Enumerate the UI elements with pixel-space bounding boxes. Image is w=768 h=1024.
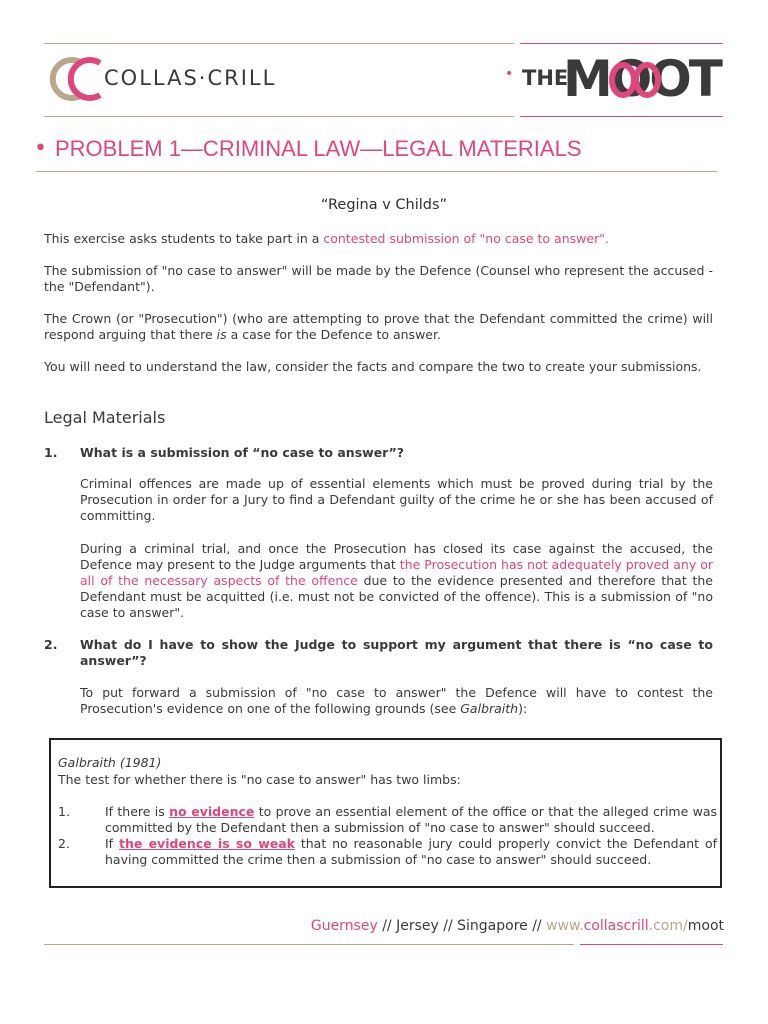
title-bullet: • xyxy=(34,136,47,161)
footer-rule-right xyxy=(580,944,723,945)
header-top-rule-left xyxy=(44,43,514,44)
limb-2-number: 2. xyxy=(58,836,70,851)
item-1-number: 1. xyxy=(44,445,58,460)
title-rule xyxy=(36,171,717,172)
moot-logo-word: MOOT xyxy=(563,50,720,108)
moot-bullet-dot: • xyxy=(505,66,514,82)
intro-p3-emphasis: is xyxy=(216,327,227,342)
limb-2-text xyxy=(105,836,717,868)
galbraith-box xyxy=(49,738,722,888)
intro-p3-tail: a case for the Defence to answer. xyxy=(226,327,441,342)
footer-url-moot[interactable]: moot xyxy=(687,918,724,934)
intro-p1-highlight: contested submission of "no case to answer". xyxy=(323,231,609,246)
footer-url-com[interactable]: .com/ xyxy=(648,918,688,934)
case-title: “Regina v Childs” xyxy=(320,197,448,213)
item-2-answer-1-emphasis: Galbraith xyxy=(460,701,519,716)
limb-1-pre: If there is xyxy=(105,804,170,819)
item-1-answer-2-text: During a criminal trial, and once the Prosecution has closed its case against the accused, the Defence may present to the Judge arguments that xyxy=(80,541,713,572)
intro-paragraph-2: The submission of "no case to answer" will be made by the Defence (Counsel who represent the accused - the "Defendant"). xyxy=(44,263,713,294)
moot-oo-mark-icon xyxy=(609,60,669,100)
item-2-question: What do I have to show the Judge to support my argument that there is “no case to answer”? xyxy=(80,637,713,668)
limb-2-tail: that no reasonable jury could properly convict the Defendant of having committed the crime then a submission of "no case to answer" should succeed. xyxy=(105,836,717,867)
page-title: PROBLEM 1—CRIMINAL LAW—LEGAL MATERIALS xyxy=(55,136,582,161)
section-heading: Legal Materials xyxy=(44,408,166,427)
item-1-question: What is a submission of “no case to answer”? xyxy=(80,445,405,460)
item-2-number: 2. xyxy=(44,637,58,652)
item-1-answer-2 xyxy=(80,541,713,621)
collas-crill-c-mark-icon xyxy=(42,54,112,104)
item-1-answer-1: Criminal offences are made up of essential elements which must be proved during trial by the Prosecution in order for a Jury to find a Defendant guilty of the crime he or she has been accused of committing. xyxy=(80,476,713,523)
footer-rule-left xyxy=(44,944,574,945)
limb-2-highlight: the evidence is so weak xyxy=(118,836,295,851)
footer-guernsey: Guernsey xyxy=(310,918,378,934)
header-bottom-rule-left xyxy=(44,116,514,117)
collas-crill-wordmark: COLLAS·CRILL xyxy=(104,66,277,90)
item-1-answer-2-highlight: the Prosecution has not adequately proved any or all of the necessary aspects of the offence xyxy=(80,557,713,588)
limb-1-tail: to prove an essential element of the office or that the alleged crime was committed by the Defendant then a submission of "no case to answer" should succeed. xyxy=(105,804,718,835)
collas-crill-logo xyxy=(42,54,282,104)
item-2-answer-1 xyxy=(80,685,713,717)
header-top-rule-right xyxy=(520,43,723,44)
intro-p3-text: The Crown (or "Prosecution") (who are attempting to prove that the Defendant committed the crime) will respond arguing that there xyxy=(44,311,713,342)
limb-1-highlight: no evidence xyxy=(169,804,255,819)
item-1-answer-2-tail: due to the evidence presented and therefore that the Defendant must be acquitted (i.e. must not be convicted of the offence). This is a submission of "no case to answer". xyxy=(80,573,713,620)
galbraith-lead: The test for whether there is "no case to answer" has two limbs: xyxy=(58,772,461,787)
intro-paragraph-4: You will need to understand the law, consider the facts and compare the two to create your submissions. xyxy=(44,359,702,374)
intro-paragraph-1 xyxy=(44,231,713,247)
footer-other-locations: // Jersey // Singapore // xyxy=(377,918,547,934)
intro-p1-text: This exercise asks students to take part in a xyxy=(44,231,324,246)
galbraith-case-name: Galbraith (1981) xyxy=(58,755,162,770)
item-2-answer-1-tail: ): xyxy=(518,701,528,716)
moot-logo xyxy=(505,50,725,108)
item-2-answer-1-text: To put forward a submission of "no case to answer" the Defence will have to contest the Prosecution's evidence on one of the following grounds (see xyxy=(80,685,713,716)
limb-1-text xyxy=(105,804,717,836)
header-bottom-rule-right xyxy=(520,116,723,117)
footer-url-www[interactable]: www. xyxy=(546,918,584,934)
limb-1-number: 1. xyxy=(58,804,70,819)
moot-logo-the: THE xyxy=(522,66,569,90)
footer-url-domain[interactable]: collascrill xyxy=(583,918,649,934)
intro-paragraph-3 xyxy=(44,311,713,343)
footer-locations xyxy=(311,918,724,934)
limb-2-pre: If xyxy=(105,836,119,851)
